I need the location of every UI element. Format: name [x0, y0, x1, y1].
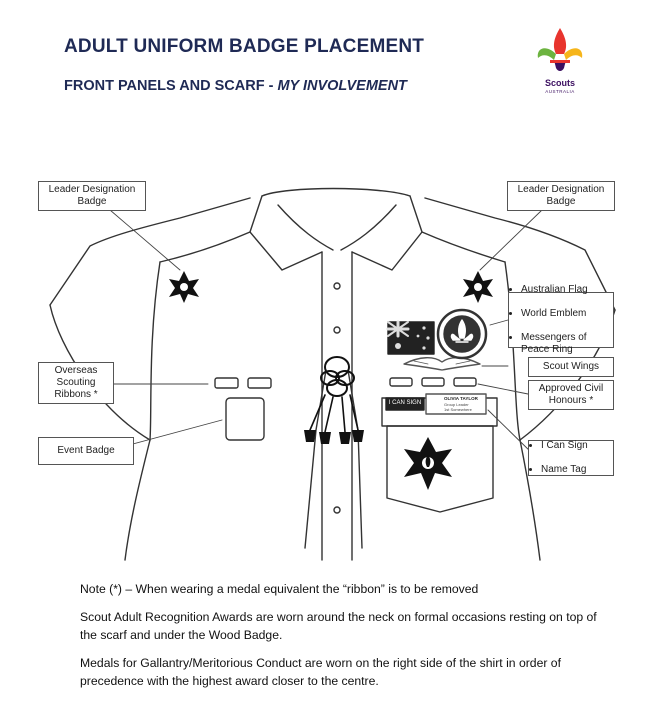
label-event-badge: Event Badge	[38, 437, 134, 465]
subtitle-emphasis: MY INVOLVEMENT	[277, 78, 407, 94]
list-item: • World Emblem	[521, 308, 588, 320]
event-badge-slot	[226, 398, 264, 440]
name-tag-group: 1st Somewhere	[444, 407, 472, 412]
subtitle-prefix: FRONT PANELS AND SCARF -	[64, 78, 278, 94]
note-paragraph: Scout Adult Recognition Awards are worn around the neck on formal occasions resting on top of the scarf and under the Wood Badge.	[80, 610, 597, 642]
overseas-ribbon-slot	[248, 378, 271, 388]
label-leader-designation-left: Leader Designation Badge	[38, 181, 146, 211]
collar-right	[352, 196, 422, 270]
shirt-left-sleeve-seam	[150, 262, 160, 440]
name-tag-role: Group Leader	[444, 402, 469, 407]
label-overseas-ribbons: Overseas Scouting Ribbons *	[38, 362, 114, 404]
pocket-fleur-de-lis-icon	[404, 437, 452, 490]
collar-back	[262, 189, 410, 197]
label-i-can-sign-name-tag	[528, 440, 614, 476]
note-paragraph: Medals for Gallantry/Meritorious Conduct are worn on the right side of the shirt in order of precedence with the highest award closer to the centre.	[80, 656, 561, 688]
shirt-button	[334, 283, 340, 289]
label-leader-designation-right: Leader Designation Badge	[507, 181, 615, 211]
label-scout-wings: Scout Wings	[528, 357, 614, 377]
page-title: ADULT UNIFORM BADGE PLACEMENT	[64, 36, 425, 57]
australian-flag-icon	[388, 322, 434, 354]
logo-text: Scouts	[544, 78, 575, 88]
collar-left	[250, 196, 322, 270]
list-item: • Australian Flag	[521, 284, 588, 296]
i-can-sign-text: I CAN SIGN	[388, 400, 422, 406]
label-civil-honours: Approved Civil Honours *	[528, 380, 614, 410]
shoulder-seam-left	[160, 232, 250, 262]
logo-subtext: AUSTRALIA	[545, 89, 575, 94]
name-tag-name: OLIVIA TAYLOR	[444, 396, 478, 401]
civil-honour-slot	[390, 378, 412, 386]
list-item: • Name Tag	[541, 464, 588, 476]
scout-wings-icon	[404, 358, 480, 370]
leader-designation-badge-left-icon	[169, 271, 199, 303]
shirt-left-shoulder	[50, 198, 250, 305]
collar-inner-left	[278, 205, 333, 250]
collar-inner-right	[341, 205, 396, 250]
label-flag-emblem-ring	[508, 284, 614, 355]
list-item: • I Can Sign	[541, 440, 588, 452]
overseas-ribbon-slot	[215, 378, 238, 388]
list-item: • Messengers of Peace Ring	[521, 332, 588, 356]
scarf-left	[305, 370, 326, 548]
woggle-tassels	[304, 430, 364, 444]
leader-designation-badge-right-icon	[463, 271, 493, 303]
world-emblem-icon	[438, 310, 486, 358]
shirt-button	[334, 327, 340, 333]
civil-honour-slot	[454, 378, 476, 386]
note-paragraph: Note (*) – When wearing a medal equivalent the “ribbon” is to be removed	[80, 582, 479, 596]
shirt-button	[334, 507, 340, 513]
notes-section	[80, 580, 600, 700]
civil-honour-slot	[422, 378, 444, 386]
